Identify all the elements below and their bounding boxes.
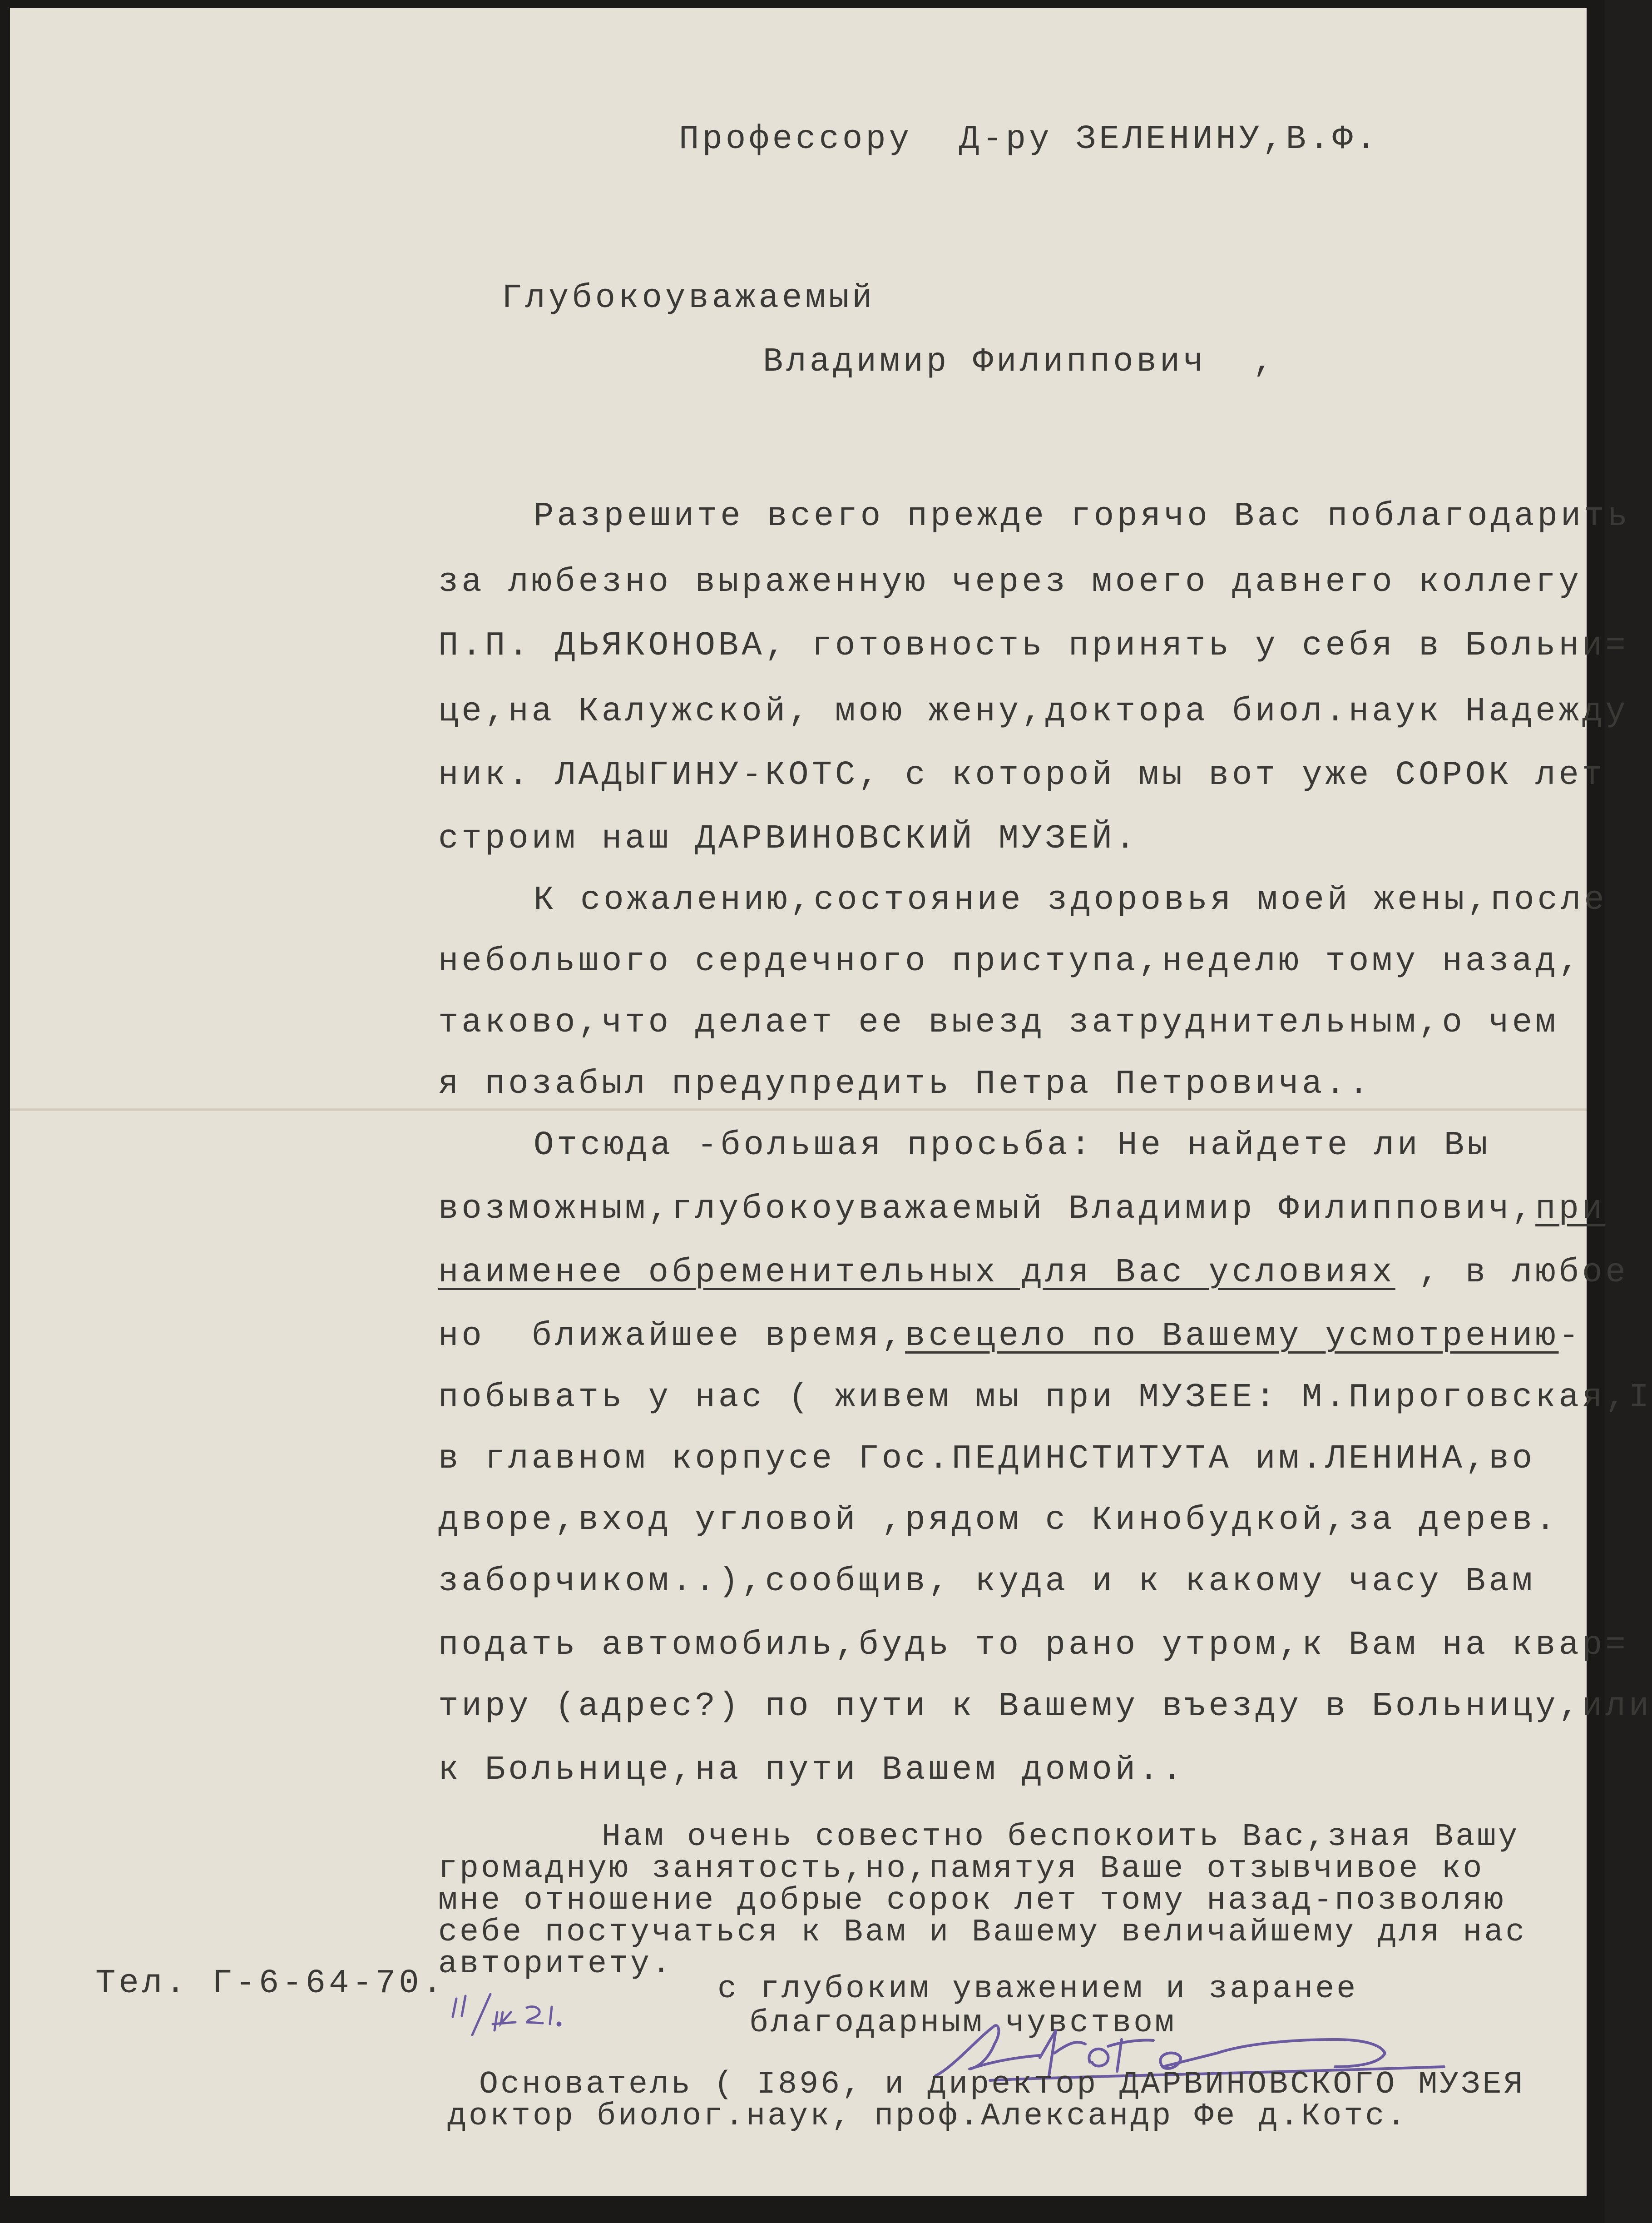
- scan-border-bottom: [0, 2196, 1605, 2223]
- paragraph-2-line: К сожалению,состояние здоровья моей жены,после: [534, 881, 1607, 919]
- paragraph-3-line: к Больнице,на пути Вашем домой..: [438, 1751, 1186, 1789]
- paragraph-1-line: П.П. ДЬЯКОНОВА, готовность принять у себя в Больни=: [438, 627, 1629, 665]
- plain-text: но ближайшее время,: [438, 1317, 905, 1355]
- underlined-text: наименее обременительных для Вас условиях: [438, 1254, 1395, 1292]
- footer-line-2: доктор биолог.наук, проф.Александр Фе д.Котс.: [447, 2099, 1408, 2134]
- paragraph-2-line: я позабыл предупредить Петра Петровича..: [438, 1065, 1372, 1103]
- salutation-line-1: Глубокоуважаемый: [502, 279, 875, 318]
- footer-line-1: Основатель ( I896, и директор ДАРВИНОВСКОГО МУЗЕЯ: [479, 2067, 1525, 2103]
- salutation-line-2: Владимир Филиппович ,: [763, 343, 1276, 381]
- handwritten-date: [447, 1980, 638, 2049]
- paragraph-4-line: авторитету.: [438, 1946, 673, 1982]
- paragraph-3-line: заборчиком..),сообщив, куда и к какому часу Вам: [438, 1563, 1536, 1601]
- paragraph-3-line: в главном корпусе Гос.ПЕДИНСТИТУТА им.ЛЕНИНА,во: [438, 1440, 1536, 1478]
- paragraph-1-line: строим наш ДАРВИНОВСКИЙ МУЗЕЙ.: [438, 820, 1139, 858]
- paragraph-2-line: таково,что делает ее выезд затруднительным,о чем: [438, 1004, 1559, 1042]
- paragraph-3-line: [438, 1256, 1629, 1290]
- paragraph-1-line: це,на Калужской, мою жену,доктора биол.наук Надежду: [438, 693, 1629, 731]
- scan-border-top: [0, 0, 1605, 8]
- paragraph-4-line: мне отношение добрые сорок лет тому назад-позволяю: [438, 1883, 1506, 1919]
- paragraph-3-line: Отсюда -большая просьба: Не найдете ли Вы: [534, 1126, 1491, 1165]
- paragraph-4-line: громадную занятость,но,памятуя Ваше отзывчивое ко: [438, 1851, 1484, 1887]
- plain-text: , в любое: [1395, 1254, 1629, 1292]
- closing-line-1: с глубоким уважением и заранее: [717, 1971, 1358, 2007]
- paragraph-1-line: ник. ЛАДЫГИНУ-КОТС, с которой мы вот уже СОРОК лет: [438, 756, 1606, 794]
- closing-line-2: благодарным чувством: [749, 2005, 1177, 2041]
- paragraph-3-line: [438, 1192, 1605, 1226]
- plain-text: -: [1558, 1317, 1582, 1355]
- paragraph-1-line: Разрешите всего прежде горячо Вас поблагодарить: [534, 497, 1631, 536]
- underlined-text: всецело по Вашему усмотрению: [905, 1317, 1559, 1355]
- underlined-text: при: [1535, 1190, 1606, 1228]
- paragraph-3-line: дворе,вход угловой ,рядом с Кинобудкой,за дерев.: [438, 1501, 1559, 1539]
- paper-fold-line: [10, 1108, 1587, 1111]
- plain-text: возможным,глубокоуважаемый Владимир Филиппович,: [438, 1190, 1536, 1228]
- paragraph-3-line: подать автомобиль,будь то рано утром,к Вам на квар=: [438, 1626, 1629, 1664]
- paragraph-4-line: себе постучаться к Вам и Вашему величайшему для нас: [438, 1915, 1527, 1950]
- addressee: Профессору Д-ру ЗЕЛЕНИНУ,В.Ф.: [679, 120, 1380, 159]
- paragraph-1-line: за любезно выраженную через моего давнего коллегу: [438, 563, 1582, 601]
- paragraph-3-line: [438, 1317, 1582, 1355]
- paragraph-2-line: небольшого сердечного приступа,неделю тому назад,: [438, 943, 1582, 981]
- scan-border-left: [0, 0, 10, 2223]
- paragraph-3-line: побывать у нас ( живем мы при МУЗЕЕ: М.Пироговская,I: [438, 1379, 1652, 1417]
- scan-border-right: [1587, 0, 1605, 2223]
- paragraph-3-line: тиру (адрес?) по пути к Вашему въезду в Больницу,или: [438, 1687, 1652, 1726]
- phone-number: Тел. Г-6-64-70.: [95, 1965, 446, 2003]
- paragraph-4-line: Нам очень совестно беспокоить Вас,зная Вашу: [602, 1819, 1520, 1855]
